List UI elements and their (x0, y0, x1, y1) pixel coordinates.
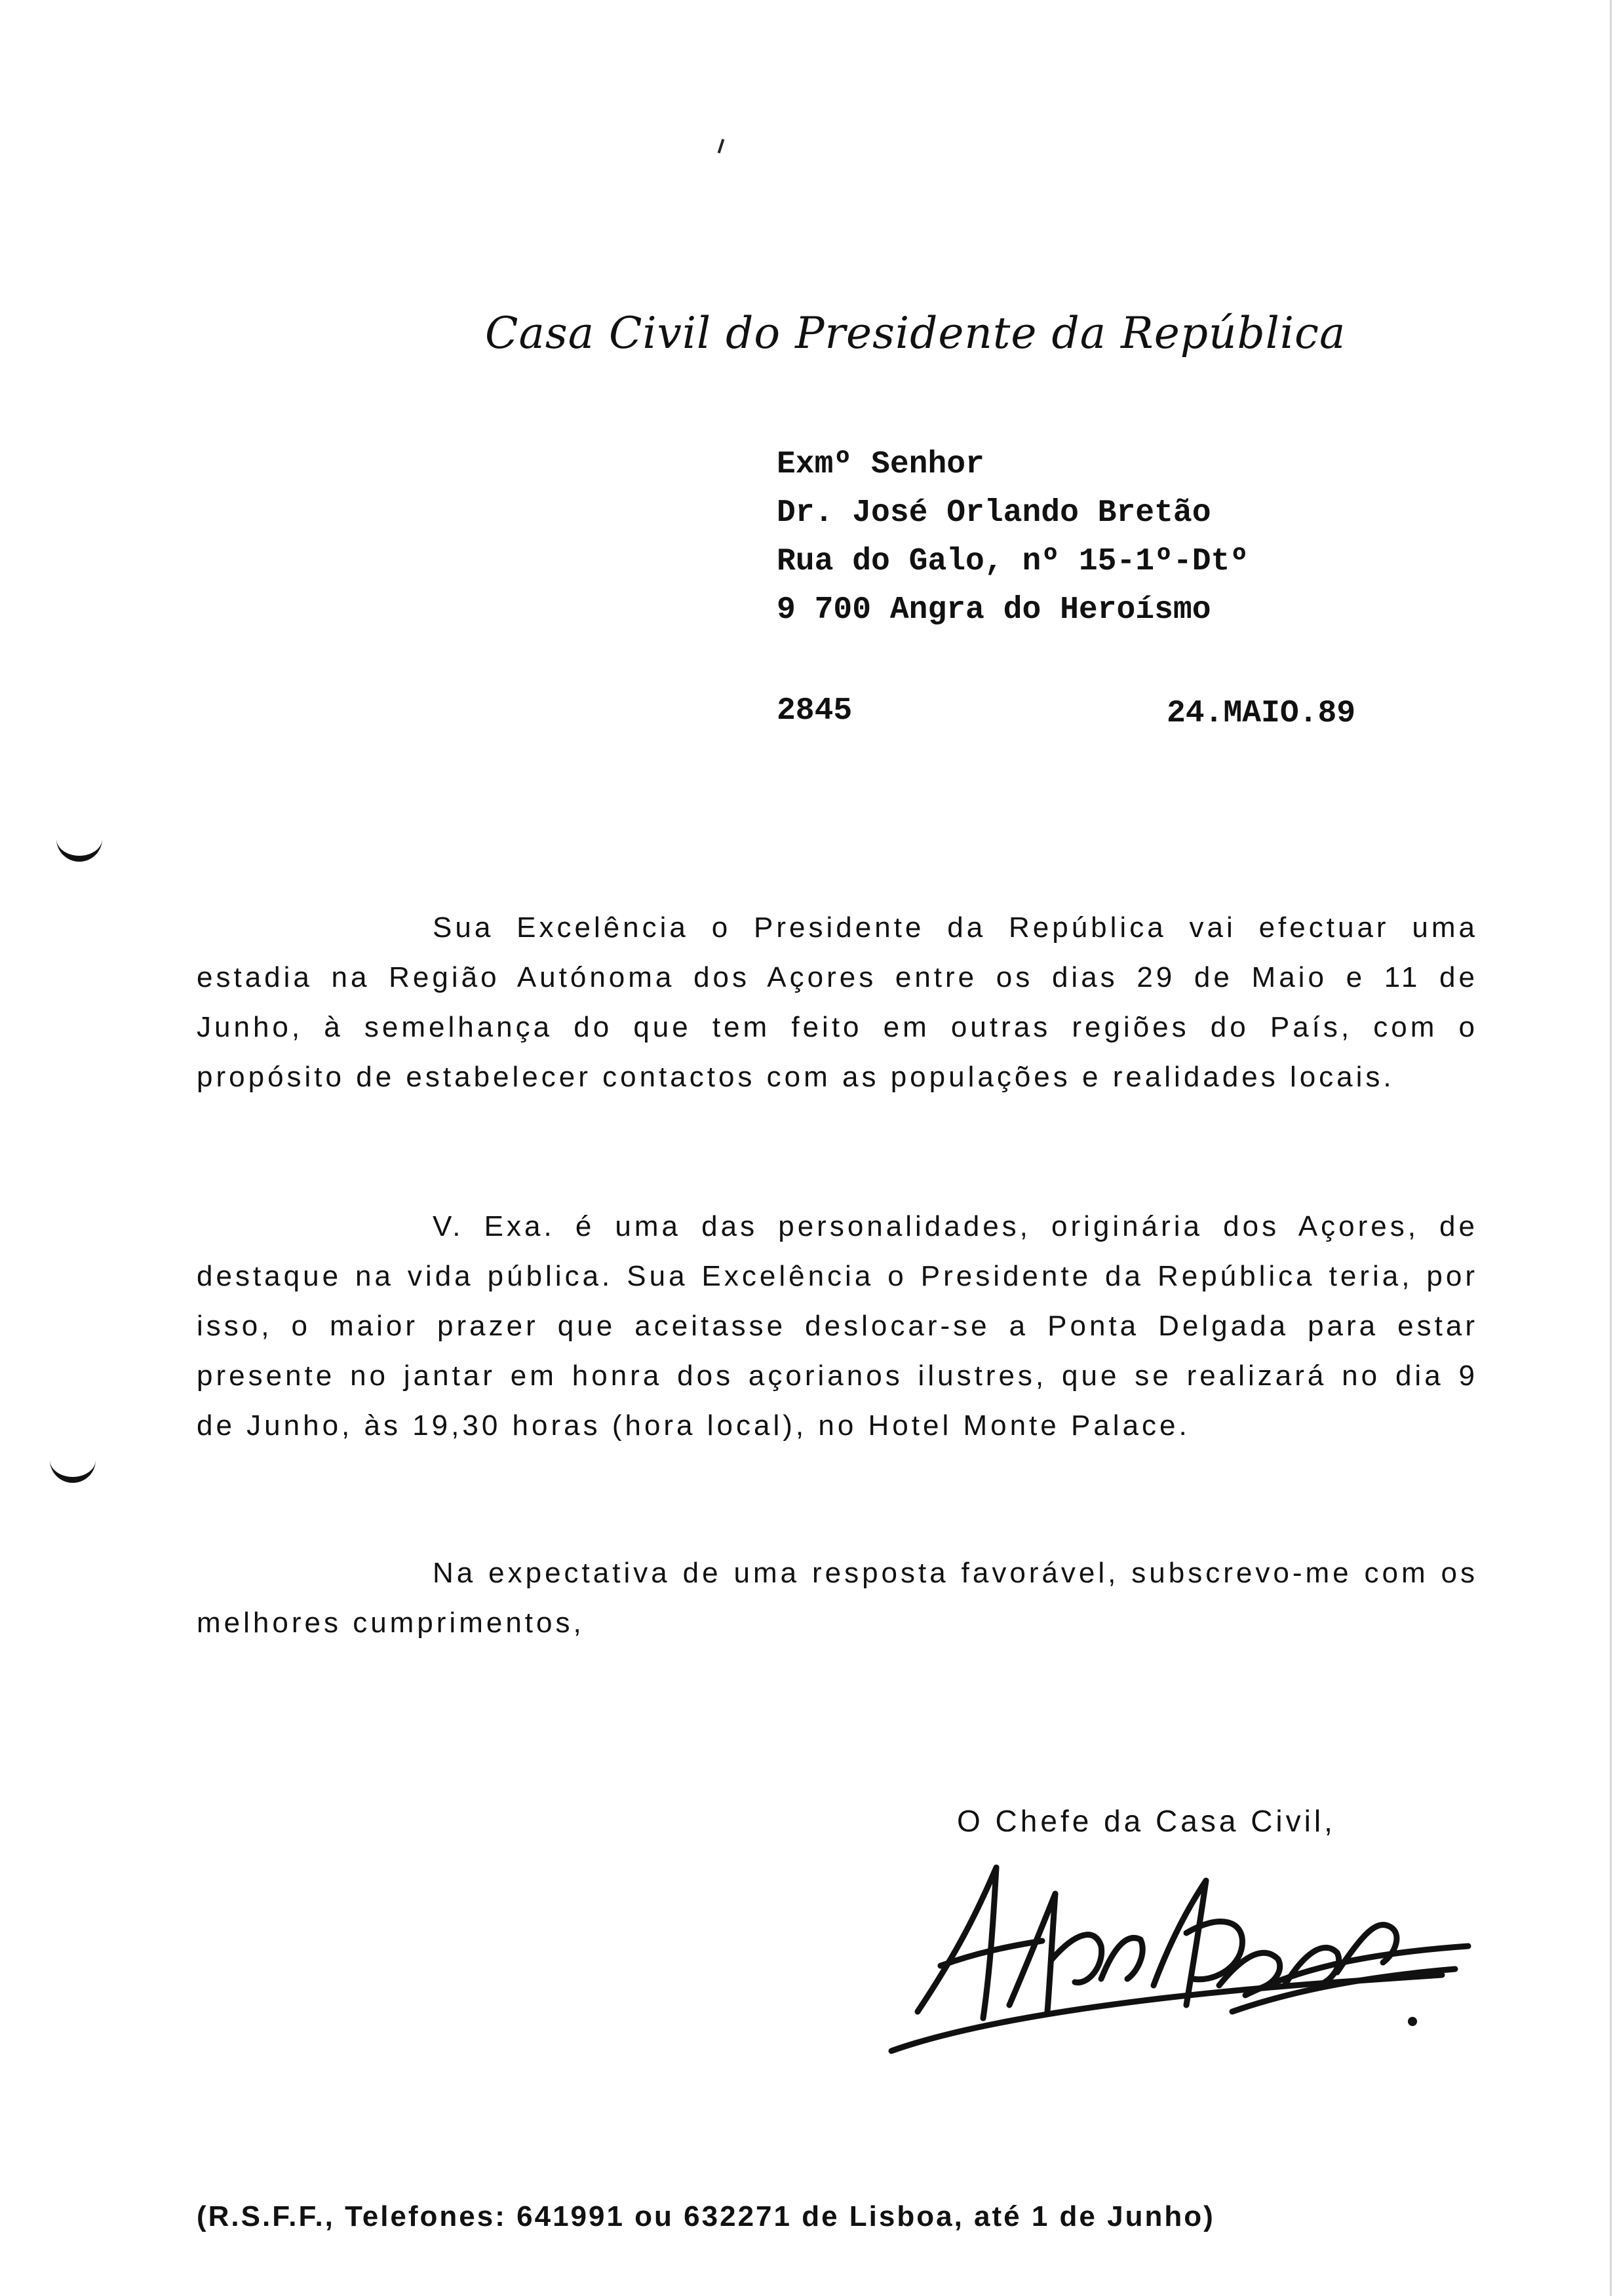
recipient-address (777, 440, 1249, 634)
recipient-city: 9 700 Angra do Heroísmo (777, 592, 1211, 628)
recipient-salutation: Exmº Senhor (777, 447, 984, 482)
page-edge (1610, 0, 1612, 2296)
body-paragraph-2: V. Exa. é uma das personalidades, originária dos Açores, de destaque na vida pública. Sua Excelência o Presidente da República teria, por isso, o maior prazer que aceitasse deslocar-se a Ponta Delgada para estar presente no jantar em honra dos açorianos ilustres, que se realizará no dia 9 de Junho, às 19,30 horas (hora local), no Hotel Monte Palace. (197, 1210, 1478, 1442)
reference-number: 2845 (777, 693, 853, 729)
handwritten-signature (878, 1854, 1481, 2057)
body-paragraph-3: Na expectativa de uma resposta favorável, subscrevo-me com os melhores cumprimentos, (197, 1557, 1478, 1639)
recipient-street: Rua do Galo, nº 15-1º-Dtº (777, 544, 1249, 579)
footer-note: (R.S.F.F., Telefones: 641991 ou 632271 de Lisboa, até 1 de Junho) (197, 2200, 1215, 2232)
punch-hole-mark (50, 1448, 96, 1483)
letter-date: 24.MAIO.89 (1167, 696, 1356, 731)
signature-label: Alfredo Barroso (878, 1854, 883, 1855)
recipient-name: Dr. José Orlando Bretão (777, 495, 1211, 531)
closing-title: O Chefe da Casa Civil, (957, 1804, 1336, 1838)
letterhead: Casa Civil do Presidente da República (485, 308, 1346, 358)
body-paragraph-1: Sua Excelência o Presidente da República vai efectuar uma estadia na Região Autónoma dos Açores entre os dias 29 de Maio e 11 de Junho, à semelhança do que tem feito em outras regiões do País, com o propósito de estabelecer contactos com as populações e realidades locais. (197, 911, 1478, 1093)
punch-hole-mark (56, 827, 102, 862)
pen-mark (718, 139, 725, 153)
